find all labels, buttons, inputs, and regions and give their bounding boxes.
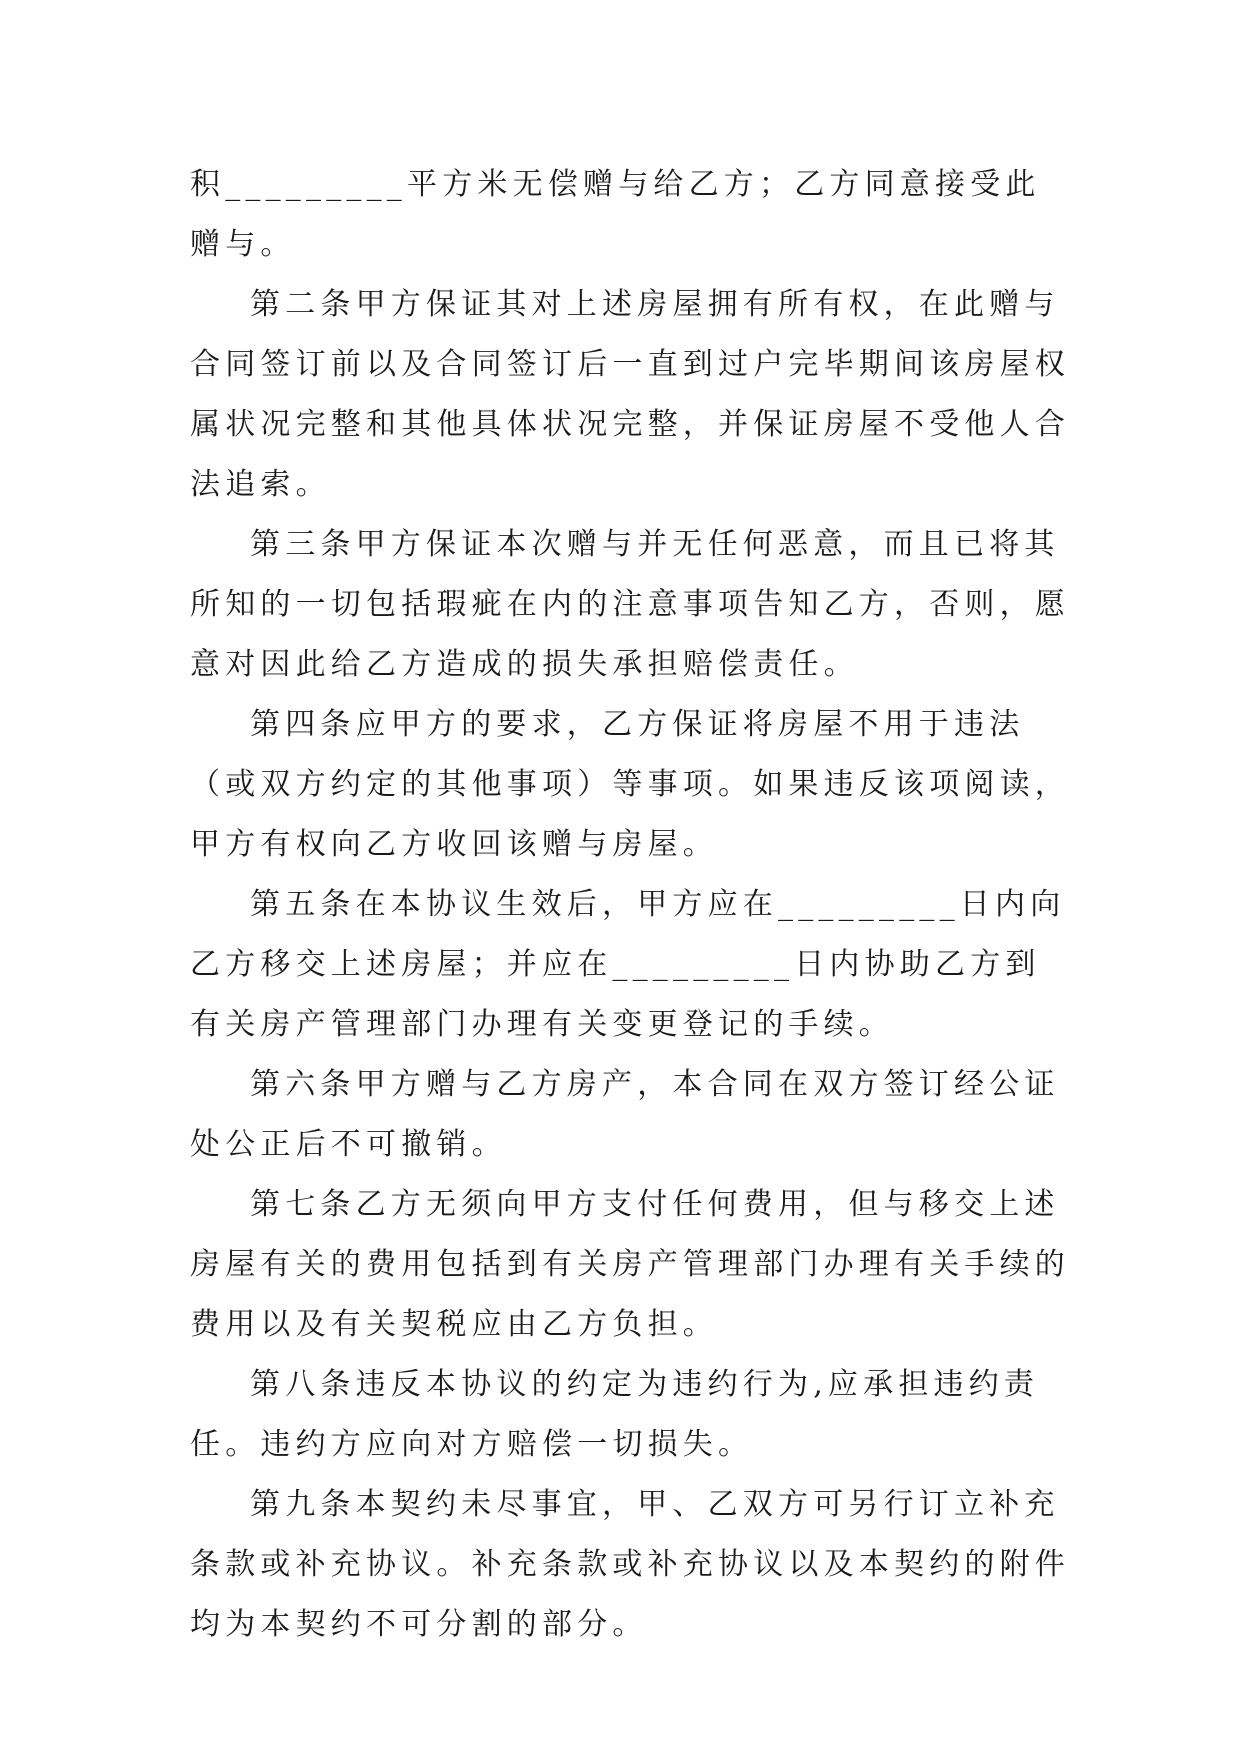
paragraph-article-4: 第四条应甲方的要求，乙方保证将房屋不用于违法（或双方约定的其他事项）等事项。如果违反该项阅读，甲方有权向乙方收回该赠与房屋。 bbox=[190, 707, 1070, 862]
paragraph-article-5: 第五条在本协议生效后，甲方应在_________日内向乙方移交上述房屋；并应在_________日内协助乙方到有关房产管理部门办理有关变更登记的手续。 bbox=[190, 887, 1066, 1042]
paragraph-article-7: 第七条乙方无须向甲方支付任何费用，但与移交上述房屋有关的费用包括到有关房产管理部门办理有关手续的费用以及有关契税应由乙方负担。 bbox=[190, 1187, 1070, 1342]
paragraph-article-8: 第八条违反本协议的约定为违约行为,应承担违约责任。违约方应向对方赔偿一切损失。 bbox=[190, 1367, 1040, 1462]
paragraph-article-9: 第九条本契约未尽事宜，甲、乙双方可另行订立补充条款或补充协议。补充条款或补充协议以及本契约的附件均为本契约不可分割的部分。 bbox=[190, 1487, 1070, 1642]
paragraph-article-2: 第二条甲方保证其对上述房屋拥有所有权，在此赠与合同签订前以及合同签订后一直到过户完毕期间该房屋权属状况完整和其他具体状况完整，并保证房屋不受他人合法追索。 bbox=[190, 287, 1070, 502]
contract-body bbox=[190, 155, 1070, 1655]
paragraph-article-6: 第六条甲方赠与乙方房产，本合同在双方签订经公证处公正后不可撤销。 bbox=[190, 1067, 1060, 1162]
paragraph-continuation: 积_________平方米无偿赠与给乙方；乙方同意接受此赠与。 bbox=[190, 167, 1041, 262]
paragraph-article-3: 第三条甲方保证本次赠与并无任何恶意，而且已将其所知的一切包括瑕疵在内的注意事项告知乙方，否则，愿意对因此给乙方造成的损失承担赔偿责任。 bbox=[190, 527, 1070, 682]
